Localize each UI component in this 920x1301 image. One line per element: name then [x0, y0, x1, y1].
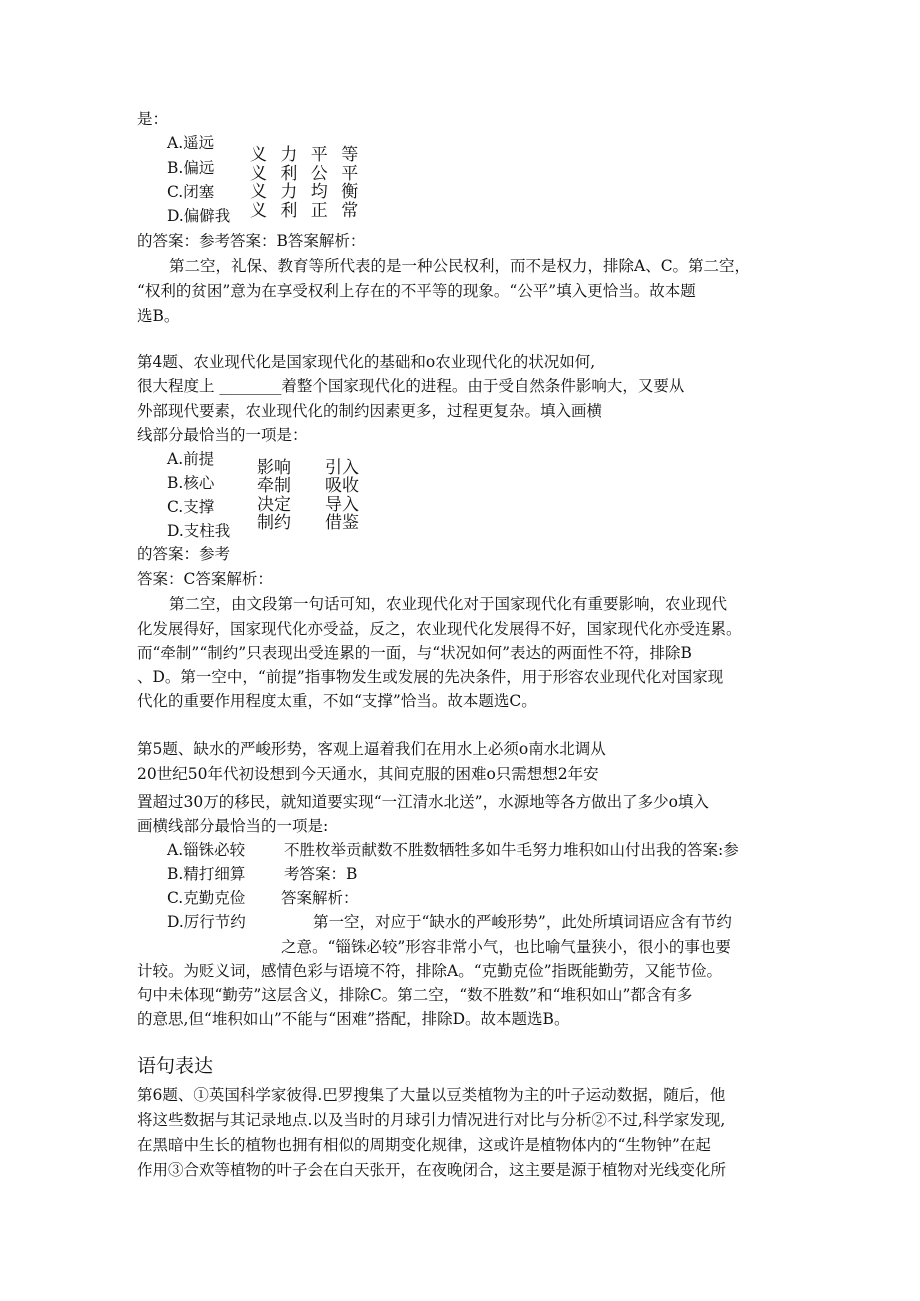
q3-explanation-line: “权利的贫困”意为在享受权利上存在的不平等的现象。“公平”填入更恰当。故本题: [137, 282, 696, 300]
q3-option-d: D.偏僻我: [167, 207, 231, 225]
q4-answer-line: 的答案：参考: [137, 545, 231, 563]
q5-side-line: 之意。“锱铢必较”形容非常小气，也比喻气量狭小，很小的事也要: [281, 938, 731, 956]
q4-option-b: B.核心: [167, 474, 215, 492]
q4-stem-line: 外部现代要素，农业现代化的制约因素更多，过程更复杂。填入画横: [137, 402, 603, 420]
q3-pair-a: 义 力 平 等: [250, 145, 363, 165]
q6-line: 第6题、①英国科学家彼得.巴罗搜集了大量以豆类植物为主的叶子运动数据，随后，他: [137, 1086, 726, 1104]
q4-col2-d: 借鉴: [325, 513, 359, 533]
q4-explanation-line: 化发展得好，国家现代化亦受益，反之，农业现代化发展得不好，国家现代化亦受连累。: [137, 620, 742, 638]
q4-explanation-line: 第二空，由文段第一句话可知，农业现代化对于国家现代化有重要影响，农业现代: [169, 595, 728, 613]
q5-explanation-line: 句中未体现“勤劳”这层含义，排除C。第二空，“数不胜数”和“堆积如山”都含有多: [137, 986, 693, 1004]
q4-option-c: C.支撑: [167, 498, 215, 516]
q5-side-line: 第一空，对应于“缺水的严峻形势”，此处所填词语应含有节约: [313, 913, 732, 931]
q5-stem-line: 第5题、缺水的严峻形势，客观上逼着我们在用水上必须o南水北调从: [137, 740, 606, 758]
q4-answer-line: 答案：C答案解析：: [137, 570, 273, 588]
q3-explanation-line: 选B。: [137, 307, 180, 325]
q3-option-c: C.闭塞: [167, 183, 215, 201]
q4-explanation-line: 代化的重要作用程度太重，不如“支撑”恰当。故本题选C。: [137, 692, 537, 710]
q5-stem-line: 置超过30万的移民，就知道要实现“一江清水北送”，水源地等各方做出了多少o填入: [137, 793, 709, 811]
q4-stem-line: 线部分最恰当的一项是：: [137, 426, 308, 444]
q5-option-b: B.精打细算: [167, 865, 246, 883]
section-heading: 语句表达: [137, 1055, 214, 1077]
q4-option-d: D.支柱我: [167, 522, 231, 540]
intro-line: 是：: [137, 110, 169, 128]
q6-line: 在黑暗中生长的植物也拥有相似的周期变化规律，这或许是植物体内的“生物钟”在起: [137, 1136, 711, 1154]
q4-stem-line: 第4题、农业现代化是国家现代化的基础和o农业现代化的状况如何,: [137, 353, 596, 371]
q5-stem-line: 20世纪50年代初设想到今天通水，其间克服的困难o只需想想2年安: [137, 765, 599, 783]
q3-option-a: A.遥远: [167, 134, 215, 152]
q4-explanation-line: 、D。第一空中，“前提”指事物发生或发展的先决条件，用于形容农业现代化对国家现: [137, 668, 724, 686]
q5-explanation-line: 的意思,但“堆积如山”不能与“困难”搭配，排除D。故本题选B。: [137, 1010, 570, 1028]
q5-explanation-line: 计较。为贬义词，感情色彩与语境不符，排除A。“克勤克俭”指既能勤劳，又能节俭。: [137, 962, 723, 980]
q3-answer-line: 的答案：参考答案：B答案解析：: [137, 232, 366, 250]
q3-pair-b: 义 利 公 平: [250, 164, 363, 184]
q4-col2-c: 导入: [325, 495, 359, 515]
q4-col1-a: 影响: [257, 458, 291, 478]
q4-col1-b: 牵制: [257, 476, 291, 496]
q5-stem-line: 画横线部分最恰当的一项是:: [137, 817, 329, 835]
q5-side-line: 答案解析：: [281, 889, 359, 907]
q4-option-a: A.前提: [167, 450, 215, 468]
q6-line: 将这些数据与其记录地点.以及当时的月球引力情况进行对比与分析②不过,科学家发现,: [137, 1111, 726, 1129]
q6-line: 作用③合欢等植物的叶子会在白天张开，在夜晚闭合，这主要是源于植物对光线变化所: [137, 1161, 727, 1179]
q4-col2-a: 引入: [325, 458, 359, 478]
q5-option-d: D.厉行节约: [167, 913, 246, 931]
q3-pair-d: 义 利 正 常: [250, 201, 363, 221]
q4-col1-c: 决定: [257, 495, 291, 515]
q3-option-b: B.偏远: [167, 159, 215, 177]
q5-side-line: 不胜枚举贡献数不胜数牺牲多如牛毛努力堆积如山付出我的答案:参: [284, 841, 739, 859]
q4-col1-d: 制约: [257, 513, 291, 533]
q4-stem-line: 很大程度上 ________着整个国家现代化的进程。由于受自然条件影响大，又要从: [137, 377, 685, 395]
q5-side-line: 考答案：B: [284, 865, 358, 883]
q3-pair-c: 义 力 均 衡: [250, 182, 363, 202]
q5-option-c: C.克勤克俭: [167, 889, 246, 907]
q4-explanation-line: 而“牵制”“制约”只表现出受连累的一面，与“状况如何”表达的两面性不符，排除B: [137, 644, 692, 662]
q3-explanation-line: 第二空，礼保、教育等所代表的是一种公民权利，而不是权力，排除A、C。第二空，: [169, 257, 751, 275]
q4-col2-b: 吸收: [325, 476, 359, 496]
q5-option-a: A.锱铢必较: [167, 841, 246, 859]
